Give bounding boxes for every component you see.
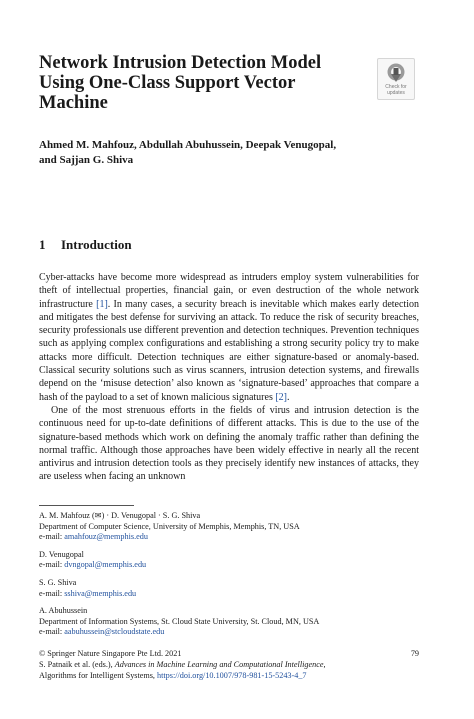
affiliation-names: D. Venugopal [39, 549, 84, 559]
page-number: 79 [410, 649, 419, 658]
affiliation-names: A. M. Mahfouz (✉) · D. Venugopal · S. G. Shiva [39, 511, 201, 520]
affiliations [39, 511, 419, 645]
title-line-1: Network Intrusion Detection Model [39, 53, 322, 73]
affiliation-1 [39, 511, 419, 543]
title-line-3: Machine [39, 93, 108, 113]
citation-line-3 [39, 670, 419, 681]
affiliation-4 [39, 606, 419, 638]
affiliation-dept: Department of Computer Science, University of Memphis, Memphis, TN, USA [39, 521, 300, 531]
page-footer [39, 648, 419, 681]
email-label: e-mail: [39, 627, 65, 637]
email-link[interactable]: aabuhussein@stcloudstate.edu [64, 627, 165, 637]
crossmark-icon [386, 62, 406, 84]
affiliation-names: S. G. Shiva [39, 577, 77, 587]
body-text [39, 271, 419, 484]
affiliation-2 [39, 550, 419, 571]
paragraph-2: One of the most strenuous efforts in the fields of virus and intrusion detection is the continuous need for up-to-date definitions of different attacks. This is due to the use of the signature-based methods which work on defining the anomaly traffic rather than defining the normal traffic. Although those approaches have been widely effective in nearly all the recent antivirus and intrusion detection tools as they precisely identify new instances of attacks, they are useless when facing an unknown [39, 404, 419, 483]
email-link[interactable]: dvngopal@memphis.edu [64, 560, 147, 570]
badge-line-2: updates [387, 89, 405, 96]
affiliation-3 [39, 578, 419, 599]
check-for-updates-badge[interactable] [377, 58, 415, 100]
badge-line-1: Check for [385, 84, 407, 90]
email-label: e-mail: [39, 560, 65, 570]
para1-text-3: . [287, 391, 290, 403]
affiliation-email-line [39, 589, 419, 600]
section-number: 1 [39, 237, 46, 252]
authors-line-1: Ahmed M. Mahfouz, Abdullah Abuhussein, Deepak Venugopal, [39, 139, 337, 151]
paragraph-1 [39, 271, 419, 404]
editors: S. Patnaik et al. (eds.), [39, 660, 115, 669]
book-title: Advances in Machine Learning and Computational Intelligence [114, 660, 324, 669]
email-link[interactable]: sshiva@memphis.edu [64, 588, 137, 598]
affiliation-email-line [39, 532, 419, 543]
email-label: e-mail: [39, 532, 65, 542]
badge-text [378, 85, 414, 96]
affiliation-names: A. Abuhussein [39, 606, 88, 616]
paper-title [39, 53, 359, 113]
footnote-rule [39, 505, 134, 506]
citation-link-2[interactable]: [2] [275, 391, 288, 403]
section-heading [39, 237, 132, 253]
email-label: e-mail: [39, 588, 65, 598]
section-title: Introduction [61, 237, 132, 252]
book-title-punct: , [323, 660, 326, 669]
affiliation-dept: Department of Information Systems, St. Cloud State University, St. Cloud, MN, USA [39, 616, 320, 626]
author-list [39, 138, 419, 168]
copyright-line: © Springer Nature Singapore Pte Ltd. 2021 [39, 649, 182, 658]
affiliation-email-line [39, 627, 419, 638]
para1-text-2: . In many cases, a security breach is inevitable which makes early detection and mitigates the best defense for surviving an attack. To reduce the risk of security breaches, security professionals use different prevention and detection techniques. Prevention techniques such as applying complex configurations and establishing a strong security policy try to make attacks more difficult. Detection techniques are either signature-based or anomaly-based. Classical security solutions such as virus scanners, intrusion detection systems, and firewalls depend on the ‘misuse detection’ also known as ‘signature-based’ approaches that compare a hash of the payload to a set of known malicious signatures [39, 298, 419, 403]
citation-line-2 [39, 659, 419, 670]
doi-link[interactable]: https://doi.org/10.1007/978-981-15-5243-4_7 [157, 671, 307, 680]
series-name: Algorithms for Intelligent Systems, [39, 671, 158, 680]
para1-text-1: Cyber-attacks have become more widespread as intruders employ system vulnerabilities for theft of intellectual properties, financial gain, or even destruction of the whole network infrastructure [39, 272, 419, 310]
affiliation-email-line [39, 560, 419, 571]
title-line-2: Using One-Class Support Vector [39, 73, 296, 93]
citation-link-1[interactable]: [1] [96, 298, 108, 310]
email-link[interactable]: amahfouz@memphis.edu [64, 532, 148, 542]
authors-line-2: and Sajjan G. Shiva [39, 154, 134, 166]
